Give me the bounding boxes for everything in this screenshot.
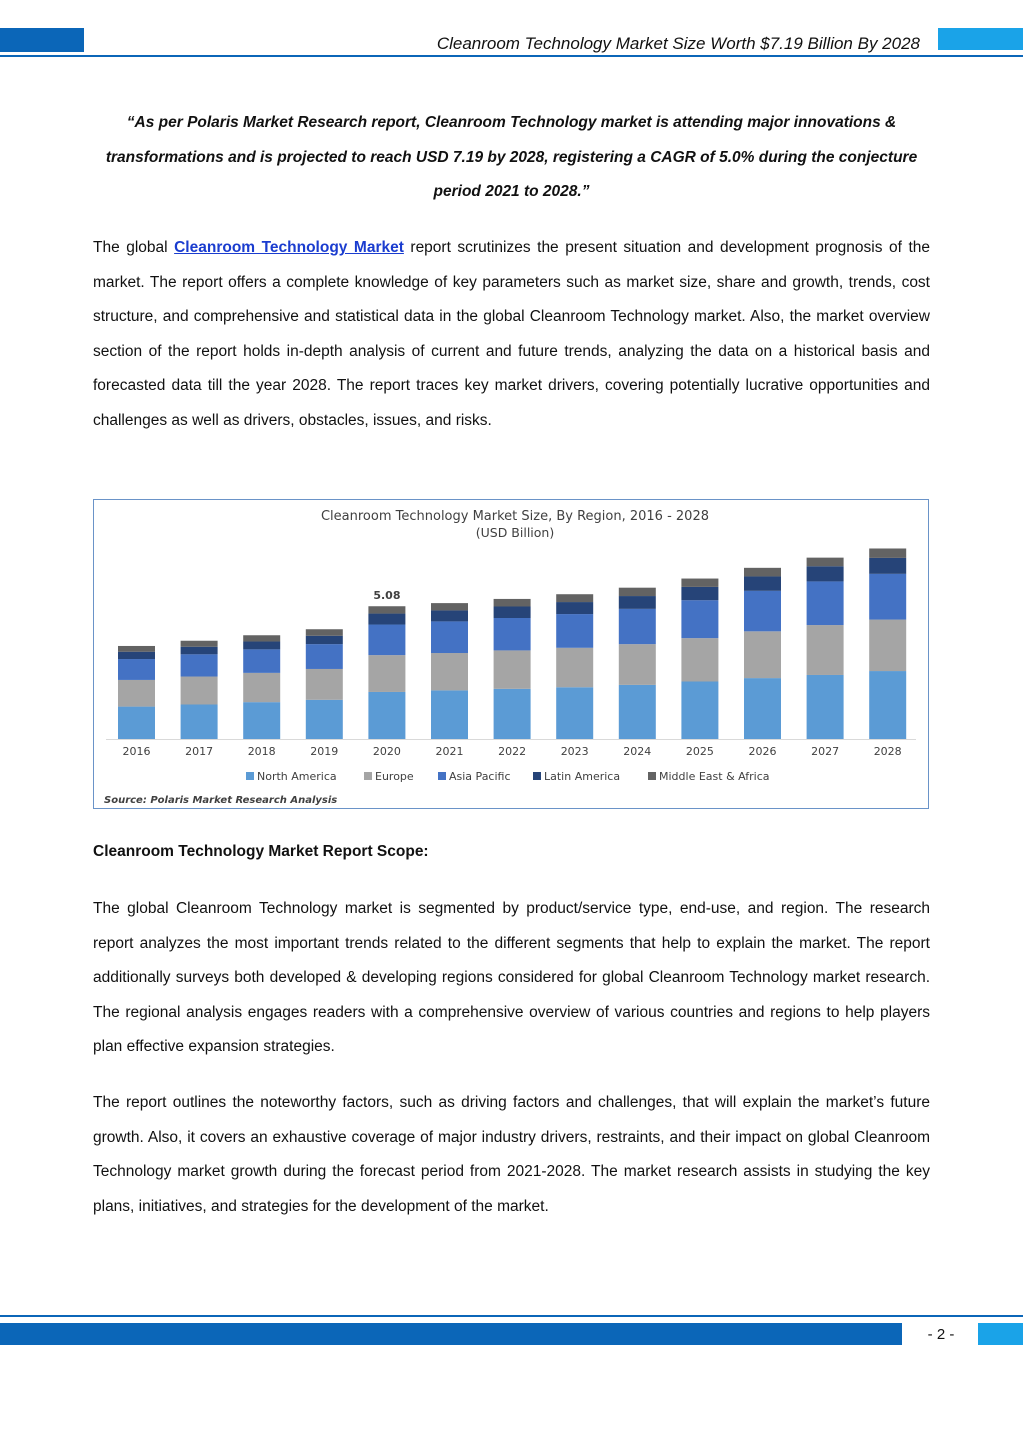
bar-segment-2017-1 [181, 677, 218, 705]
bar-segment-2026-2 [744, 591, 781, 632]
legend-swatch-2 [438, 772, 446, 780]
bar-segment-2024-0 [619, 685, 656, 739]
bar-segment-2024-1 [619, 644, 656, 685]
bar-segment-2028-2 [869, 574, 906, 620]
bar-segment-2027-2 [807, 581, 844, 625]
pull-quote: “As per Polaris Market Research report, Cleanroom Technology market is attending major innovations & transformations and is projected to reach USD 7.19 by 2028, registering a CAGR of 5.0% during the conjecture period 2021 to 2028.” [105, 114, 918, 201]
x-tick-label: 2027 [811, 745, 840, 758]
bar-segment-2021-2 [431, 621, 468, 653]
x-tick-label: 2019 [310, 745, 339, 758]
bar-segment-2024-4 [619, 588, 656, 596]
bar-segment-2018-0 [243, 702, 280, 739]
market-report-link[interactable]: Cleanroom Technology Market [174, 239, 404, 256]
bar-segment-2016-3 [118, 652, 155, 659]
intro-text-before: The global [93, 239, 175, 256]
bar-segment-2022-4 [494, 599, 531, 607]
bar-segment-2021-4 [431, 603, 468, 610]
bar-segment-2020-4 [368, 606, 405, 613]
bar-segment-2017-4 [181, 641, 218, 647]
legend-swatch-1 [364, 772, 372, 780]
legend-swatch-0 [246, 772, 254, 780]
bar-segment-2018-4 [243, 635, 280, 641]
bar-segment-2028-4 [869, 548, 906, 557]
legend-label-0: North America [257, 770, 337, 783]
footer-accent-right [978, 1323, 1023, 1345]
x-tick-label: 2024 [623, 745, 652, 758]
bar-segment-2019-0 [306, 700, 343, 739]
scope-heading: Cleanroom Technology Market Report Scope: [93, 843, 429, 860]
bar-segment-2027-4 [807, 558, 844, 567]
header-accent-right [938, 28, 1023, 50]
intro-text-after: report scrutinizes the present situation and development prognosis of the market. The report offers a complete knowledge of key parameters such as market size, share and growth, trends, cost structure, and comprehensive and statistical data in the global Cleanroom Technology market. Also, the market overview section of the report holds in-depth analysis of current and future trends, analyzing the data on a historical basis and forecasted data till the year 2028. The report traces key market drivers, covering potentially lucrative opportunities and challenges as well as drivers, obstacles, issues, and risks. [93, 239, 930, 429]
bar-segment-2023-1 [556, 648, 593, 687]
bar-segment-2022-1 [494, 650, 531, 688]
outline-paragraph: The report outlines the noteworthy factors, such as driving factors and challenges, that will explain the market’s future growth. Also, it covers an exhaustive coverage of major industry drivers, restraints, and their impact on global Cleanroom Technology market growth during the forecast period from 2021-2028. The market research assists in studying the key plans, initiatives, and strategies for the development of the market. [93, 1094, 930, 1215]
header-rule [0, 55, 1023, 57]
bar-segment-2025-0 [681, 682, 718, 739]
legend-swatch-3 [533, 772, 541, 780]
legend-label-4: Middle East & Africa [659, 770, 770, 783]
chart-canvas [94, 500, 930, 810]
x-tick-label: 2025 [685, 745, 714, 758]
bar-segment-2017-3 [181, 647, 218, 655]
footer-rule [0, 1315, 1023, 1317]
bar-segment-2016-0 [118, 707, 155, 739]
bar-segment-2026-3 [744, 576, 781, 590]
bar-segment-2017-2 [181, 654, 218, 676]
data-label: 5.08 [373, 589, 401, 603]
x-tick-label: 2017 [185, 745, 214, 758]
chart-source: Source: Polaris Market Research Analysis [104, 795, 338, 806]
bar-segment-2016-2 [118, 659, 155, 680]
bar-segment-2020-0 [368, 692, 405, 739]
bar-segment-2019-3 [306, 636, 343, 644]
x-tick-label: 2026 [748, 745, 777, 758]
bar-segment-2020-2 [368, 625, 405, 656]
bar-segment-2026-4 [744, 568, 781, 577]
header-accent-left [0, 28, 84, 52]
bar-segment-2025-2 [681, 600, 718, 638]
bar-segment-2026-1 [744, 631, 781, 678]
bar-segment-2024-3 [619, 596, 656, 609]
bar-segment-2019-1 [306, 669, 343, 700]
scope-paragraph: The global Cleanroom Technology market is segmented by product/service type, end-use, and region. The research report analyzes the most important trends related to the different segments that help to explain the market. The report additionally surveys both developed & developing regions considered for global Cleanroom Technology market research. The regional analysis engages readers with a comprehensive overview of various countries and regions to help players plan effective expansion strategies. [93, 900, 930, 1056]
intro-paragraph [93, 231, 930, 439]
bar-segment-2028-0 [869, 671, 906, 739]
bar-segment-2016-4 [118, 646, 155, 652]
bar-segment-2018-3 [243, 642, 280, 650]
legend-label-2: Asia Pacific [449, 770, 511, 783]
header-title: Cleanroom Technology Market Size Worth $7.19 Billion By 2028 [436, 34, 920, 53]
footer-band [0, 1323, 902, 1345]
bar-segment-2023-0 [556, 687, 593, 739]
bar-segment-2023-3 [556, 602, 593, 614]
x-tick-label: 2028 [873, 745, 902, 758]
bar-segment-2028-1 [869, 620, 906, 671]
bar-segment-2021-1 [431, 653, 468, 690]
bar-segment-2022-2 [494, 618, 531, 650]
bar-segment-2021-0 [431, 690, 468, 739]
x-tick-label: 2022 [498, 745, 527, 758]
x-tick-label: 2016 [122, 745, 151, 758]
bar-segment-2022-0 [494, 689, 531, 739]
bar-segment-2027-1 [807, 625, 844, 675]
bar-segment-2028-3 [869, 558, 906, 574]
bar-segment-2018-2 [243, 649, 280, 673]
market-size-chart [93, 499, 929, 809]
bar-segment-2019-2 [306, 644, 343, 669]
x-tick-label: 2020 [372, 745, 401, 758]
bar-segment-2022-3 [494, 607, 531, 618]
bar-segment-2027-3 [807, 566, 844, 581]
bar-segment-2026-0 [744, 678, 781, 739]
bar-segment-2025-3 [681, 587, 718, 600]
bar-segment-2027-0 [807, 675, 844, 739]
bar-segment-2019-4 [306, 629, 343, 636]
bar-segment-2020-3 [368, 614, 405, 625]
page-number: - 2 - [927, 1326, 955, 1343]
chart-title: Cleanroom Technology Market Size, By Region, 2016 - 2028 [320, 509, 710, 524]
x-tick-label: 2021 [435, 745, 464, 758]
bar-segment-2024-2 [619, 609, 656, 644]
x-tick-label: 2023 [560, 745, 589, 758]
bar-segment-2025-1 [681, 638, 718, 681]
bar-segment-2025-4 [681, 579, 718, 587]
chart-subtitle: (USD Billion) [475, 525, 555, 540]
legend-label-1: Europe [375, 770, 414, 783]
bar-segment-2016-1 [118, 680, 155, 707]
bar-segment-2020-1 [368, 655, 405, 692]
bar-segment-2017-0 [181, 705, 218, 739]
legend-label-3: Latin America [544, 770, 621, 783]
bar-segment-2023-4 [556, 594, 593, 602]
x-tick-label: 2018 [247, 745, 276, 758]
bar-segment-2021-3 [431, 610, 468, 621]
bar-segment-2018-1 [243, 673, 280, 702]
legend-swatch-4 [648, 772, 656, 780]
bar-segment-2023-2 [556, 614, 593, 648]
